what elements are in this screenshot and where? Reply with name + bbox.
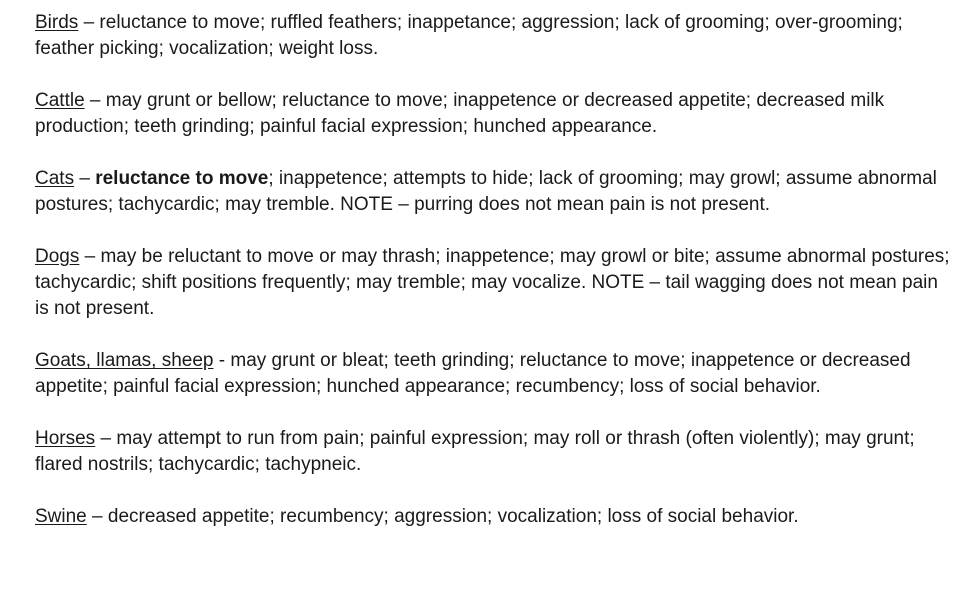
animal-name: Cats [35,168,75,189]
separator: – [95,428,117,449]
entry-text: ; inappetence; attempts to hide; lack of grooming; may growl; assume abnormal postures; tachycardic; may tremble. NOTE – purring does not mean pain is not present. [35,168,937,215]
entry-text: may grunt or bellow; reluctance to move; inappetence or decreased appetite; decreased milk production; teeth grinding; painful facial expression; hunched appearance. [35,90,885,137]
entry-text: may grunt or bleat; teeth grinding; reluctance to move; inappetence or decreased appetite; painful facial expression; hunched appearance; recumbency; loss of social behavior. [35,350,911,397]
animal-name: Cattle [35,90,85,111]
separator: – [79,246,101,267]
entry-swine [35,504,953,530]
separator: – [78,12,100,33]
entry-horses [35,426,953,478]
animal-name: Goats, llamas, sheep [35,350,214,371]
animal-name: Birds [35,12,79,33]
entry-cattle [35,88,953,140]
separator: – [86,506,108,527]
entry-cats [35,166,953,218]
separator: – [74,168,96,189]
entry-goats-llamas-sheep [35,348,953,400]
entry-text: reluctance to move; ruffled feathers; inappetance; aggression; lack of grooming; over-grooming; feather picking; vocalization; weight loss. [35,12,903,59]
animal-name: Dogs [35,246,80,267]
bold-text: reluctance to move [95,168,269,189]
document-page [35,10,953,556]
entry-dogs [35,244,953,322]
entry-birds [35,10,953,62]
separator: - [213,350,231,371]
separator: – [84,90,106,111]
entry-text: may be reluctant to move or may thrash; inappetence; may growl or bite; assume abnormal postures; tachycardic; shift positions frequently; may tremble; may vocalize. NOTE – tail wagging does not mean pain is not present. [35,246,950,319]
entry-text: may attempt to run from pain; painful expression; may roll or thrash (often violently); may grunt; flared nostrils; tachycardic; tachypneic. [35,428,915,475]
animal-name: Horses [35,428,96,449]
animal-name: Swine [35,506,87,527]
entry-text: decreased appetite; recumbency; aggression; vocalization; loss of social behavior. [107,506,799,527]
